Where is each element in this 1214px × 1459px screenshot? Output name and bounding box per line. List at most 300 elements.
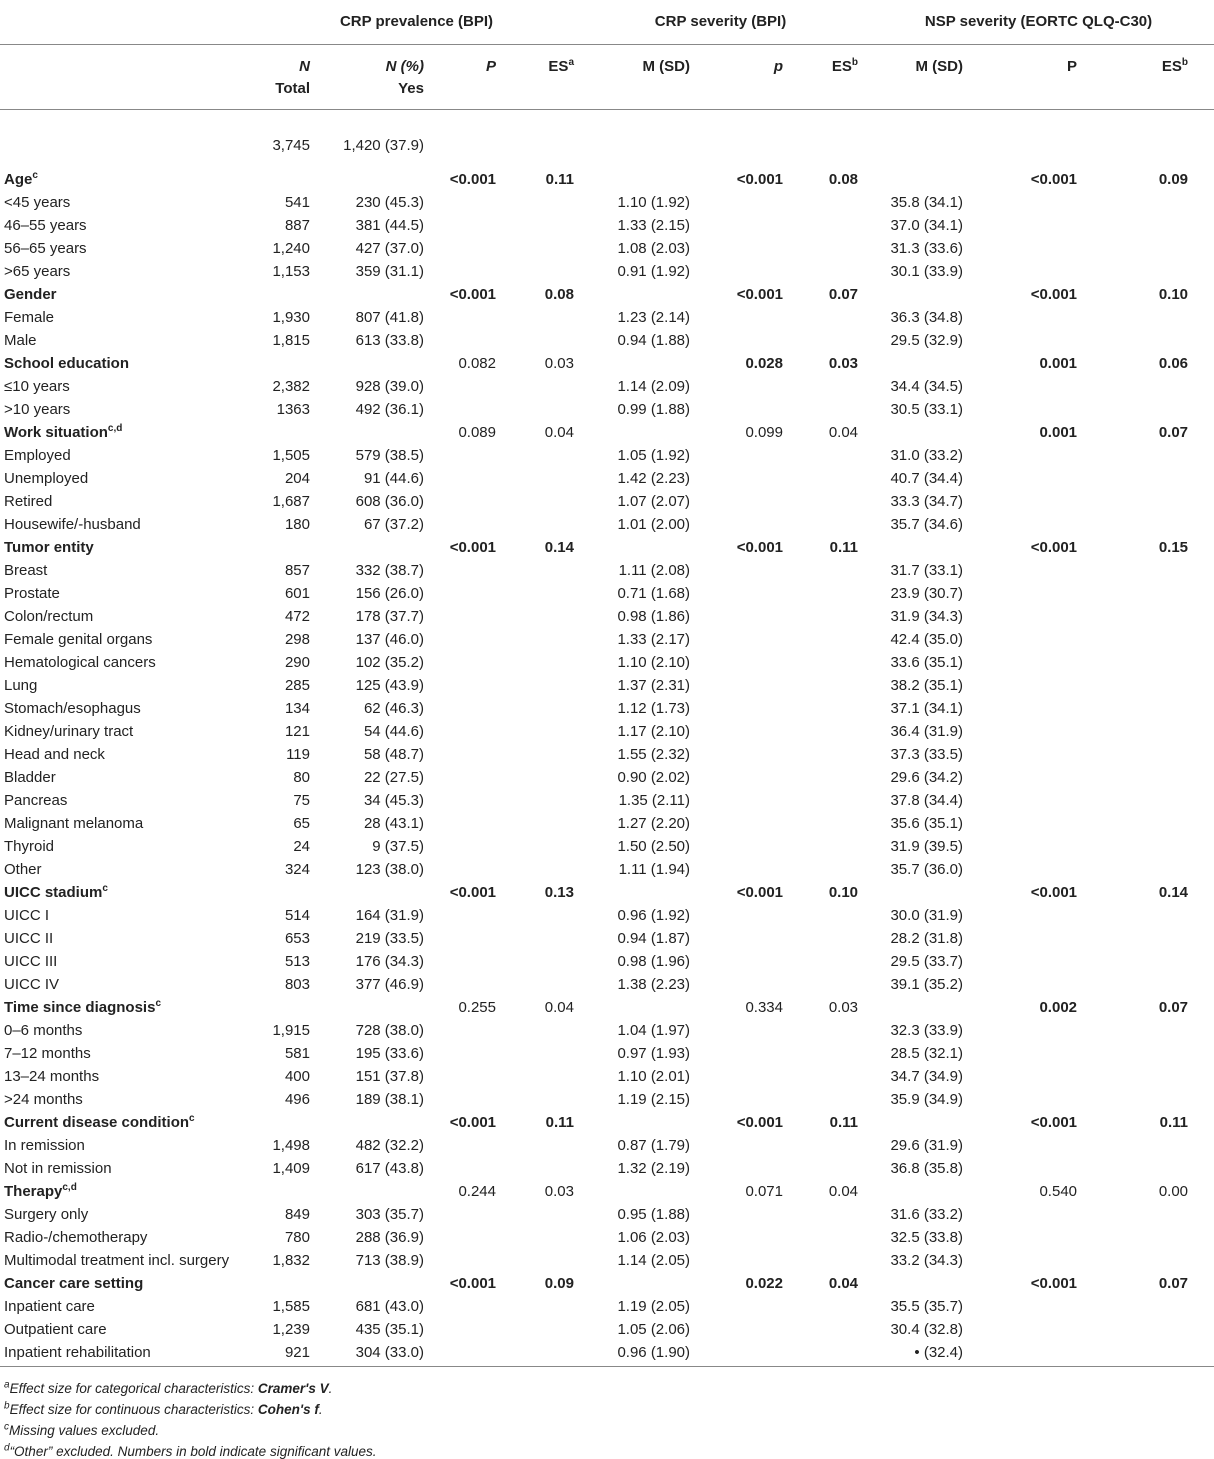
row-label: UICC II [4,930,54,947]
empty-cell [428,1157,510,1180]
n-yes-cell: 713 (38.9) [355,1252,424,1269]
table-row [0,467,1214,490]
crp-msd-cell: 1.27 (2.20) [617,815,690,832]
crp-msd-cell: 1.17 (2.10) [617,723,690,740]
n-total-cell: 80 [293,769,310,786]
footnote-text: “Other” excluded. Numbers in bold indicate significant values. [9,1444,377,1459]
category-label [0,283,255,306]
table-row [0,513,1214,536]
empty-cell [708,582,799,605]
empty-cell [799,513,863,536]
empty-cell [428,513,510,536]
col-header-p2: p [708,45,799,110]
row-label: Lung [4,677,38,694]
empty-cell [799,628,863,651]
empty-cell [708,260,799,283]
empty-cell [997,1019,1099,1042]
n-total-cell: 653 [284,930,310,947]
empty-cell [799,375,863,398]
nsp-msd-cell: 34.4 (34.5) [890,378,964,395]
crp-msd-cell: 0.96 (1.90) [578,1341,708,1367]
empty-cell [708,697,799,720]
es-crp-severity: 0.11 [829,539,859,556]
empty-cell [510,260,578,283]
empty-cell [708,766,799,789]
empty-cell [428,1318,510,1341]
crp-msd-cell: 1.33 (2.17) [617,631,690,648]
empty-cell [1099,1019,1214,1042]
category-label-sup: c,d [107,423,123,434]
table-row [0,743,1214,766]
row-label: Thyroid [4,838,55,855]
empty-cell [708,1249,799,1272]
es-nsp-severity: 0.14 [1158,884,1189,901]
category-row [0,881,1214,904]
row-label: 0–6 months [4,1022,83,1039]
nsp-msd-cell: 29.6 (34.2) [890,769,964,786]
empty-cell [997,513,1099,536]
n-total-cell: 204 [284,470,310,487]
category-label [0,352,255,375]
empty-cell [708,329,799,352]
crp-msd-cell: 1.14 (2.09) [617,378,690,395]
empty-cell [1099,306,1214,329]
row-label: Other [4,861,42,878]
empty-cell [708,375,799,398]
empty-cell [799,1341,863,1367]
n-total-cell: 887 [284,217,310,234]
n-yes-cell: 288 (36.9) [355,1229,424,1246]
footnote-text: Missing values excluded. [9,1423,160,1438]
n-total-cell: 1,815 [272,332,310,349]
crp-msd-cell: 0.90 (2.02) [617,769,690,786]
nsp-msd-cell: 32.3 (33.9) [890,1022,964,1039]
empty-cell [428,1341,510,1367]
empty-cell [428,398,510,421]
es-crp-severity: 0.08 [828,171,859,188]
empty-cell [799,582,863,605]
empty-cell [510,858,578,881]
crp-msd-cell: 0.87 (1.79) [617,1137,690,1154]
empty-cell [255,1111,310,1134]
empty-cell [578,352,708,375]
empty-cell [799,306,863,329]
empty-cell [510,904,578,927]
empty-cell [310,352,428,375]
empty-cell [510,1065,578,1088]
category-row [0,1111,1214,1134]
col-header-es3: $ES^b$ [1099,45,1214,110]
empty-cell [799,927,863,950]
empty-cell [428,582,510,605]
empty-cell [510,1226,578,1249]
empty-cell [799,812,863,835]
n-total-cell: 921 [255,1341,310,1367]
empty-cell [997,720,1099,743]
table-row [0,973,1214,996]
empty-cell [708,1318,799,1341]
p-value-prevalence: <0.001 [449,884,496,901]
n-yes-cell: 435 (35.1) [355,1321,424,1338]
p-value-crp-severity: <0.001 [736,171,783,188]
n-yes-cell: 681 (43.0) [355,1298,424,1315]
n-total-cell: 1,687 [272,493,310,510]
col-header-msd2: M (SD) [863,45,997,110]
n-yes-cell: 492 (36.1) [355,401,424,418]
es-prevalence: 0.08 [544,286,574,303]
row-label: Stomach/esophagus [4,700,141,717]
empty-cell [255,1272,310,1295]
crp-msd-cell: 1.38 (2.23) [617,976,690,993]
category-label-text: UICC stadium [4,884,103,901]
crp-msd-cell: 1.50 (2.50) [617,838,690,855]
n-yes-cell: 164 (31.9) [355,907,424,924]
empty-cell [799,559,863,582]
crp-msd-cell: 1.04 (1.97) [617,1022,690,1039]
empty-cell [510,1134,578,1157]
empty-cell [708,789,799,812]
n-total-cell: 65 [293,815,310,832]
empty-cell [1099,375,1214,398]
n-yes-cell: 579 (38.5) [355,447,424,464]
table-row [0,490,1214,513]
empty-cell [428,743,510,766]
empty-cell [708,559,799,582]
es-nsp-severity: 0.10 [1158,286,1189,303]
n-yes-cell: 125 (43.9) [355,677,424,694]
category-label-sup: c [102,883,108,894]
empty-cell [428,1203,510,1226]
empty-cell [428,467,510,490]
group-header-crp-prevalence: CRP prevalence (BPI) [255,0,578,45]
empty-cell [799,237,863,260]
p-value-prevalence: <0.001 [449,1114,496,1131]
empty-cell [863,996,997,1019]
empty-cell [708,950,799,973]
col-header-p1: P [428,45,510,110]
empty-cell [708,1157,799,1180]
n-total-cell: 857 [284,562,310,579]
empty-cell [708,835,799,858]
nsp-msd-cell: 38.2 (35.1) [890,677,964,694]
p-value-crp-severity: 0.028 [745,355,783,372]
row-label: Housewife/-husband [4,516,141,533]
category-label-text: Therapy [4,1183,63,1200]
empty-cell [1099,260,1214,283]
empty-cell [1099,1065,1214,1088]
category-label [0,1180,255,1203]
nsp-msd-cell: 28.2 (31.8) [890,930,964,947]
empty-cell [997,260,1099,283]
es-nsp-severity: 0.07 [1158,424,1189,441]
table-row [0,214,1214,237]
row-label: Female genital organs [4,631,153,648]
nsp-msd-cell: 42.4 (35.0) [890,631,964,648]
empty-cell [997,1088,1099,1111]
empty-cell [510,697,578,720]
table-row [0,1088,1214,1111]
empty-cell [997,628,1099,651]
empty-cell [997,1249,1099,1272]
category-label [0,1111,255,1134]
nsp-msd-cell: • (32.4) [863,1341,997,1367]
row-label: ≤10 years [4,378,70,395]
empty-cell [428,858,510,881]
category-row [0,536,1214,559]
empty-cell [708,927,799,950]
row-label: Inpatient rehabilitation [0,1341,255,1367]
nsp-msd-cell: 31.6 (33.2) [890,1206,964,1223]
table-row [0,191,1214,214]
empty-cell [428,1295,510,1318]
empty-cell [863,1111,997,1134]
row-label: 13–24 months [4,1068,100,1085]
p-value-crp-severity: <0.001 [736,286,783,303]
p-value-crp-severity: 0.099 [745,424,783,441]
category-label [0,168,255,191]
empty-cell [578,1180,708,1203]
empty-cell [1099,513,1214,536]
empty-cell [799,1226,863,1249]
table-row [0,720,1214,743]
empty-cell [799,766,863,789]
table-row [0,835,1214,858]
nsp-msd-cell: 37.0 (34.1) [890,217,964,234]
empty-cell [510,628,578,651]
category-row [0,1180,1214,1203]
empty-cell [578,1111,708,1134]
nsp-msd-cell: 32.5 (33.8) [890,1229,964,1246]
es-prevalence: 0.11 [545,171,574,188]
empty-cell [997,697,1099,720]
n-total-cell: 180 [284,516,310,533]
empty-cell [510,1042,578,1065]
empty-cell [1099,1134,1214,1157]
nsp-msd-cell: 35.8 (34.1) [890,194,964,211]
empty-cell [428,444,510,467]
n-yes-cell: 427 (37.0) [355,240,424,257]
empty-cell [428,306,510,329]
empty-cell [510,329,578,352]
es-nsp-severity: 0.07 [1158,999,1189,1016]
empty-cell [510,812,578,835]
empty-cell [997,674,1099,697]
category-row [0,352,1214,375]
total-row [0,110,1214,169]
empty-cell [428,973,510,996]
row-label: >65 years [4,263,71,280]
empty-cell [708,490,799,513]
nsp-msd-cell: 31.9 (39.5) [890,838,964,855]
empty-cell [310,996,428,1019]
col-header-es2: $ES^b$ [799,45,863,110]
crp-msd-cell: 1.33 (2.15) [617,217,690,234]
crp-msd-cell: 1.10 (2.10) [617,654,690,671]
nsp-msd-cell: 29.5 (32.9) [890,332,964,349]
empty-cell [1099,1157,1214,1180]
empty-cell [510,1203,578,1226]
crp-msd-cell: 1.14 (2.05) [617,1252,690,1269]
n-total-cell: 1,409 [272,1160,310,1177]
n-total-cell: 2,382 [272,378,310,395]
row-label: 46–55 years [4,217,87,234]
footnote [4,1423,159,1438]
col-header-n-yes: N (%) Yes [310,45,428,110]
empty-cell [799,1318,863,1341]
p-value-prevalence: <0.001 [449,1275,496,1292]
es-crp-severity: 0.04 [828,424,859,441]
category-row [0,1272,1214,1295]
empty-cell [428,697,510,720]
category-label-text: Gender [4,286,57,303]
empty-cell [799,789,863,812]
crp-msd-cell: 0.71 (1.68) [617,585,690,602]
n-total-cell: 601 [284,585,310,602]
empty-cell [510,1341,578,1367]
empty-cell [428,1019,510,1042]
empty-cell [510,743,578,766]
empty-cell [510,1088,578,1111]
empty-cell [799,950,863,973]
empty-cell [510,766,578,789]
total-n: 3,745 [272,136,310,154]
nsp-msd-cell: 33.2 (34.3) [890,1252,964,1269]
row-label: Kidney/urinary tract [4,723,134,740]
row-label: UICC I [4,907,49,924]
category-label-sup: c [189,1113,195,1124]
nsp-msd-cell: 36.8 (35.8) [890,1160,964,1177]
table-row [0,398,1214,421]
empty-cell [708,628,799,651]
p-value-prevalence: 0.089 [458,424,496,441]
empty-cell [428,674,510,697]
n-yes-cell: 377 (46.9) [355,976,424,993]
empty-cell [799,743,863,766]
es-crp-severity: 0.03 [828,355,859,372]
table-row [0,1318,1214,1341]
crp-msd-cell: 1.12 (1.73) [617,700,690,717]
n-yes-cell: 304 (33.0) [310,1341,428,1367]
empty-cell [997,490,1099,513]
crp-msd-cell: 0.94 (1.87) [617,930,690,947]
p-value-nsp-severity: 0.001 [1039,355,1078,372]
empty-cell [799,651,863,674]
n-total-cell: 1,505 [272,447,310,464]
n-total-cell: 298 [284,631,310,648]
category-row [0,283,1214,306]
category-row [0,996,1214,1019]
empty-cell [428,1249,510,1272]
footnote-bold: Cramer's V [257,1381,329,1396]
empty-cell [1099,191,1214,214]
empty-cell [997,904,1099,927]
nsp-msd-cell: 30.4 (32.8) [890,1321,964,1338]
empty-cell [997,1157,1099,1180]
p-value-prevalence: 0.255 [458,999,496,1016]
crp-msd-cell: 1.37 (2.31) [617,677,690,694]
empty-cell [310,1111,428,1134]
empty-cell [510,835,578,858]
n-yes-cell: 62 (46.3) [363,700,424,717]
empty-cell [799,1065,863,1088]
n-yes-cell: 219 (33.5) [355,930,424,947]
empty-cell [428,214,510,237]
n-yes-cell: 34 (45.3) [363,792,424,809]
n-total-cell: 75 [293,792,310,809]
empty-cell [428,1065,510,1088]
empty-cell [510,490,578,513]
empty-cell [863,881,997,904]
empty-cell [799,329,863,352]
n-yes-cell: 176 (34.3) [355,953,424,970]
n-total-cell: 119 [286,746,310,763]
es-prevalence: 0.03 [544,1183,574,1200]
empty-cell [428,651,510,674]
empty-cell [1099,605,1214,628]
table-row [0,1203,1214,1226]
crp-msd-cell: 1.11 (2.08) [618,562,690,579]
empty-cell [997,605,1099,628]
table-row [0,904,1214,927]
crp-msd-cell: 1.05 (2.06) [617,1321,690,1338]
empty-cell [510,513,578,536]
empty-cell [799,1134,863,1157]
empty-cell [428,1042,510,1065]
category-label-text: Age [4,171,33,188]
empty-cell [310,536,428,559]
empty-cell [1099,1042,1214,1065]
row-label: Breast [4,562,48,579]
empty-cell [428,789,510,812]
footnote-text: Effect size for continuous characteristics: [9,1402,258,1417]
row-label: Male [4,332,37,349]
table-row [0,628,1214,651]
empty-cell [510,950,578,973]
empty-cell [708,306,799,329]
n-yes-cell: 178 (37.7) [355,608,424,625]
empty-cell [510,674,578,697]
es-nsp-severity: 0.15 [1158,539,1189,556]
empty-cell [708,1042,799,1065]
table-row [0,1249,1214,1272]
empty-cell [997,1341,1099,1367]
row-label: Inpatient care [4,1298,95,1315]
empty-cell [799,1157,863,1180]
empty-cell [510,582,578,605]
row-label: Outpatient care [4,1321,107,1338]
empty-cell [997,1226,1099,1249]
empty-cell [997,743,1099,766]
empty-cell [255,352,310,375]
n-yes-cell: 359 (31.1) [355,263,424,280]
empty-cell [1099,651,1214,674]
empty-cell [510,214,578,237]
table-row [0,858,1214,881]
es-crp-severity: 0.03 [828,999,859,1016]
es-crp-severity: 0.04 [828,1183,859,1200]
empty-cell [799,214,863,237]
category-label [0,881,255,904]
empty-cell [708,1226,799,1249]
footnote-tail: . [318,1402,323,1417]
row-label: 56–65 years [4,240,87,257]
n-total-cell: 1,930 [272,309,310,326]
table-row [0,605,1214,628]
p-value-nsp-severity: 0.001 [1039,424,1078,441]
crp-msd-cell: 0.96 (1.92) [617,907,690,924]
empty-cell [428,1088,510,1111]
es-crp-severity: 0.11 [829,1114,859,1131]
